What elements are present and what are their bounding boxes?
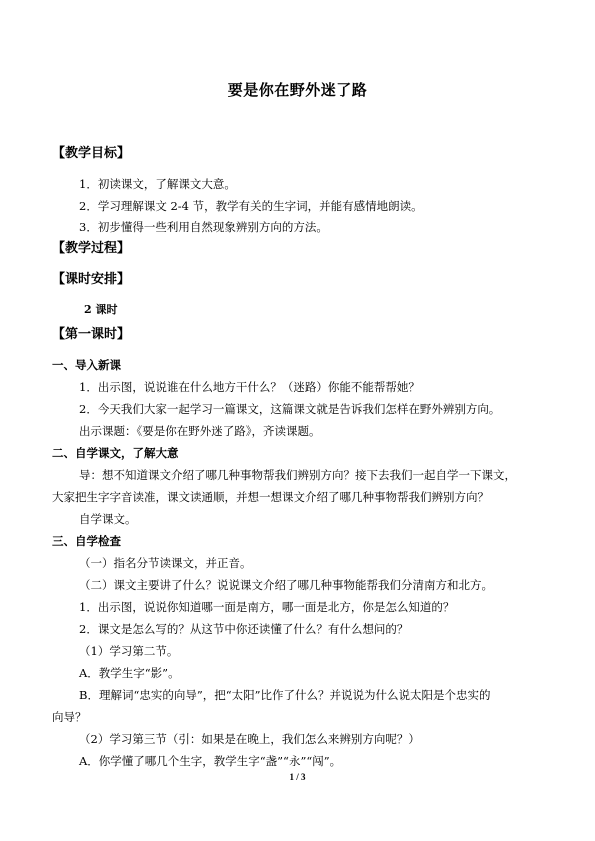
paragraph-line: 导：想不知道课文介绍了哪几种事物帮我们辨别方向？接下去我们一起自学一下课文， xyxy=(79,468,516,482)
paragraph-line: （一）指名分节读课文，并正音。 xyxy=(79,556,252,570)
lesson-hours: 2 课时 xyxy=(84,303,118,316)
paragraph-line: 2．课文是怎么写的？从这节中你还读懂了什么？有什么想问的？ xyxy=(79,622,409,636)
paragraph-line: 1．出示图，说说谁在什么地方干什么？（迷路）你能不能帮帮她？ xyxy=(79,380,420,394)
part-heading-check: 三、自学检查 xyxy=(52,534,121,548)
paragraph-line: B．理解词“忠实的向导”，把“太阳”比作了什么？并说说为什么说太阳是个忠实的 xyxy=(79,688,491,702)
paragraph-line: 出示课题：《要是你在野外迷了路》，齐读课题。 xyxy=(79,424,321,438)
section-heading-goals: 【教学目标】 xyxy=(52,146,131,161)
paragraph-line: A．教学生字“影”。 xyxy=(79,666,180,680)
paragraph-line: A．你学懂了哪几个生字，教学生字“盏”“永”“闯”。 xyxy=(79,754,342,768)
paragraph-line: （1）学习第二节。 xyxy=(79,644,179,658)
part-heading-intro: 一、导入新课 xyxy=(52,358,121,372)
paragraph-line: （二）课文主要讲了什么？说说课文介绍了哪几种事物能帮我们分清南方和北方。 xyxy=(79,578,493,592)
goal-item: 1．初读课文，了解课文大意。 xyxy=(79,177,236,191)
section-heading-schedule: 【课时安排】 xyxy=(52,272,131,287)
goal-item: 2．学习理解课文 2-4 节，教学有关的生字词，并能有感情地朗读。 xyxy=(79,199,423,213)
page-number: 1 / 3 xyxy=(289,772,306,782)
paragraph-line: 大家把生字字音读准，课文读通顺，并想一想课文介绍了哪几种事物帮我们辨别方向？ xyxy=(52,490,489,504)
section-heading-process: 【教学过程】 xyxy=(52,241,131,256)
paragraph-line: 向导？ xyxy=(52,710,87,724)
paragraph-line: 2．今天我们大家一起学习一篇课文，这篇课文就是告诉我们怎样在野外辨别方向。 xyxy=(79,402,501,416)
section-heading-first-lesson: 【第一课时】 xyxy=(52,327,131,342)
paragraph-line: 自学课文。 xyxy=(79,512,137,526)
part-heading-self-study: 二、自学课文，了解大意 xyxy=(52,446,179,460)
paragraph-line: 1．出示图，说说你知道哪一面是南方，哪一面是北方，你是怎么知道的？ xyxy=(79,600,455,614)
paragraph-line: （2）学习第三节（引：如果是在晚上，我们怎么来辨别方向呢？） xyxy=(79,732,420,746)
goal-item: 3．初步懂得一些利用自然现象辨别方向的方法。 xyxy=(79,220,328,234)
document-title: 要是你在野外迷了路 xyxy=(227,81,368,99)
